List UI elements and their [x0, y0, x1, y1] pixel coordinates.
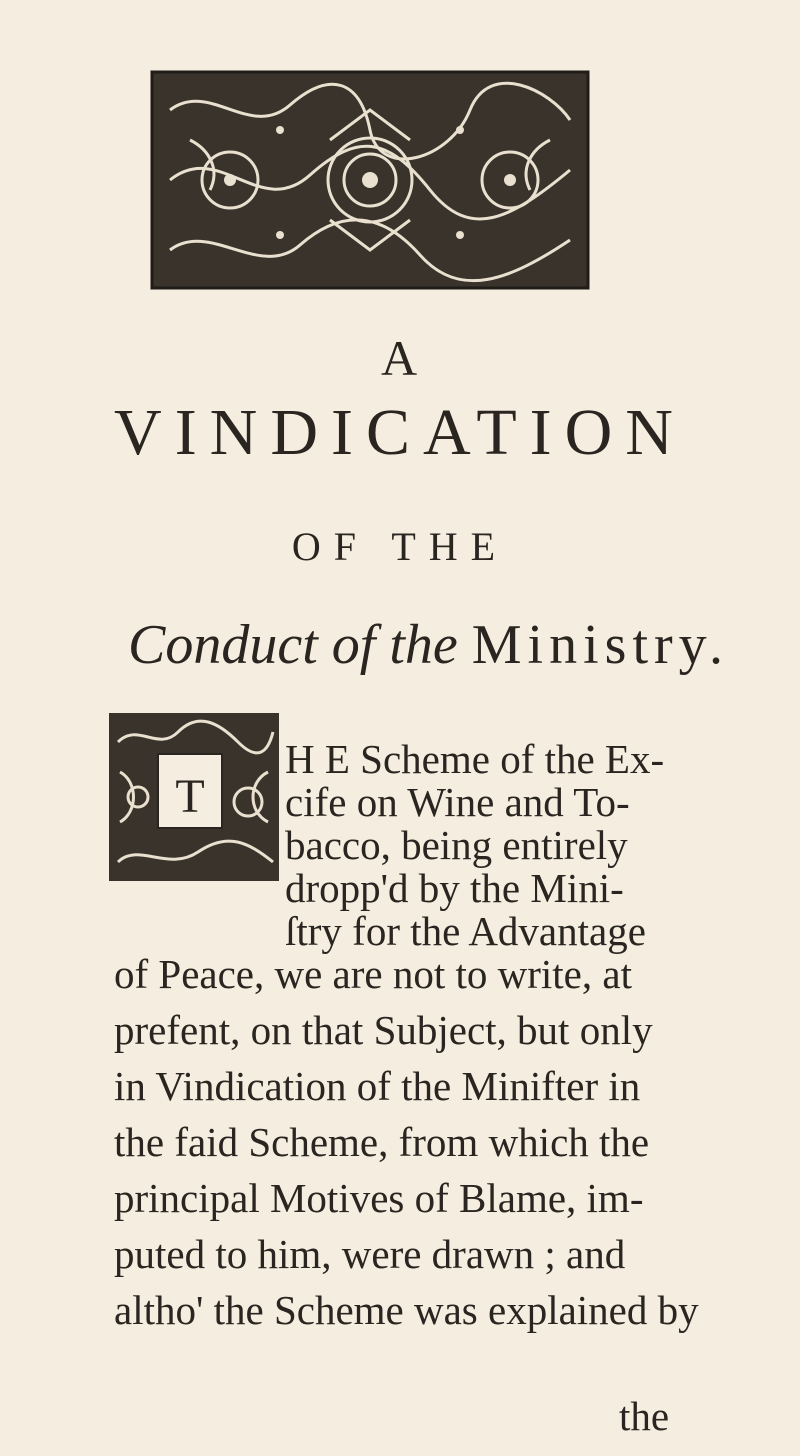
text-line: of Peace, we are not to write, at [114, 951, 632, 997]
text-line: bacco, being entirely [285, 822, 628, 868]
text-line: principal Motives of Blame, im- [114, 1175, 644, 1221]
text-line: puted to him, were drawn ; and [114, 1231, 626, 1277]
text-line: dropp'd by the Mini- [285, 865, 624, 911]
text-line: cife on Wine and To- [285, 779, 630, 825]
title-connector: OF THE [291, 524, 509, 569]
svg-text:T: T [175, 770, 205, 823]
catchword: the [619, 1393, 670, 1439]
text-line: H E Scheme of the Ex- [285, 736, 665, 782]
title-article: A [380, 330, 420, 386]
drop-cap-frame-icon [108, 712, 280, 882]
text-line: in Vindication of the Minifter in [114, 1063, 641, 1109]
text-line: ſtry for the Advantage [285, 908, 646, 954]
subtitle-italic: Conduct of the [128, 614, 458, 676]
ornamental-headpiece [150, 70, 590, 290]
title-main: VINDICATION [114, 396, 686, 469]
text-line: prefent, on that Subject, but only [114, 1007, 653, 1053]
text-line: altho' the Scheme was explained by [114, 1287, 699, 1333]
drop-cap-ornament [108, 712, 280, 882]
subtitle-caps: Ministry. [471, 614, 730, 676]
title-subtitle [128, 610, 748, 680]
text-line: the faid Scheme, from which the [114, 1119, 650, 1165]
